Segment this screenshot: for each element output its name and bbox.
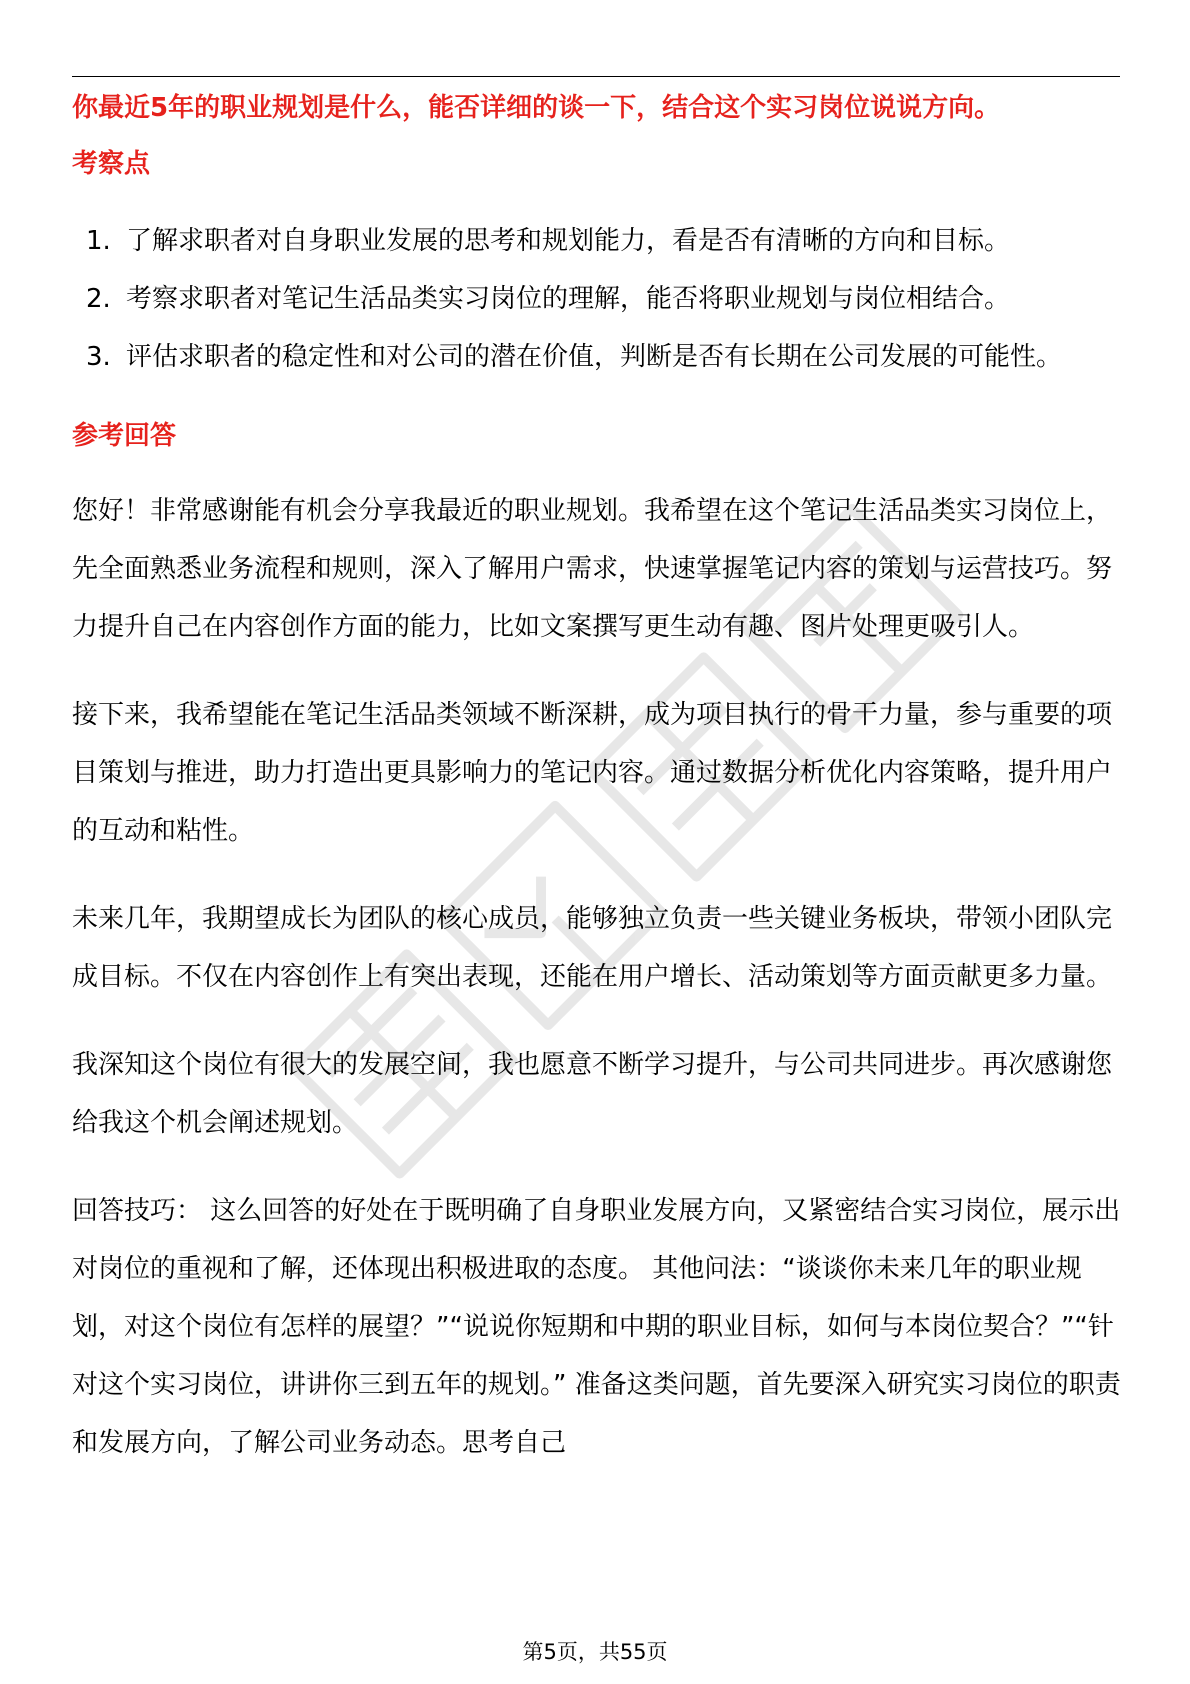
- answer-paragraph: 您好！非常感谢能有机会分享我最近的职业规划。我希望在这个笔记生活品类实习岗位上，先全面熟悉业务流程和规则，深入了解用户需求，快速掌握笔记内容的策划与运营技巧。努力提升自己在内容创作方面的能力，比如文案撰写更生动有趣、图片处理更吸引人。: [72, 496, 1113, 642]
- list-item-number: 2.: [86, 284, 111, 314]
- list-item: [72, 212, 1122, 270]
- kaochadian-title: 考察点: [72, 149, 151, 179]
- kaochadian-list: [72, 212, 1122, 386]
- list-item-number: 3.: [86, 342, 111, 372]
- answer-paragraph: 我深知这个岗位有很大的发展空间，我也愿意不断学习提升，与公司共同进步。再次感谢您给我这个机会阐述规划。: [72, 1050, 1113, 1138]
- list-item-text: 了解求职者对自身职业发展的思考和规划能力，看是否有清晰的方向和目标。: [126, 226, 1011, 256]
- answer-paragraph: 未来几年，我期望成长为团队的核心成员，能够独立负责一些关键业务板块，带领小团队完成目标。不仅在内容创作上有突出表现，还能在用户增长、活动策划等方面贡献更多力量。: [72, 904, 1113, 992]
- page-number-footer: 第5页，共55页: [522, 1640, 668, 1664]
- page-content: [72, 88, 1122, 1472]
- top-divider: [72, 76, 1120, 77]
- answer-title: 参考回答: [72, 421, 177, 451]
- answer-paragraph: 接下来，我希望能在笔记生活品类领域不断深耕，成为项目执行的骨干力量，参与重要的项目策划与推进，助力打造出更具影响力的笔记内容。通过数据分析优化内容策略，提升用户的互动和粘性。: [72, 700, 1113, 846]
- list-item-text: 评估求职者的稳定性和对公司的潜在价值，判断是否有长期在公司发展的可能性。: [126, 342, 1063, 372]
- answer-tips-paragraph: 回答技巧： 这么回答的好处在于既明确了自身职业发展方向，又紧密结合实习岗位，展示出对岗位的重视和了解，还体现出积极进取的态度。 其他问法：“谈谈你未来几年的职业规划，对这个岗位有怎样的展望？”“说说你短期和中期的职业目标，如何与本岗位契合？”“针对这个实习岗位，讲讲你三到五年的规划。” 准备这类问题，首先要深入研究实习岗位的职责和发展方向，了解公司业务动态。思考自己: [72, 1196, 1121, 1458]
- list-item: [72, 270, 1122, 328]
- list-item: [72, 328, 1122, 386]
- list-item-number: 1.: [86, 226, 111, 256]
- list-item-text: 考察求职者对笔记生活品类实习岗位的理解，能否将职业规划与岗位相结合。: [126, 284, 1011, 314]
- question-heading: 你最近5年的职业规划是什么，能否详细的谈一下，结合这个实习岗位说说方向。: [72, 93, 1001, 123]
